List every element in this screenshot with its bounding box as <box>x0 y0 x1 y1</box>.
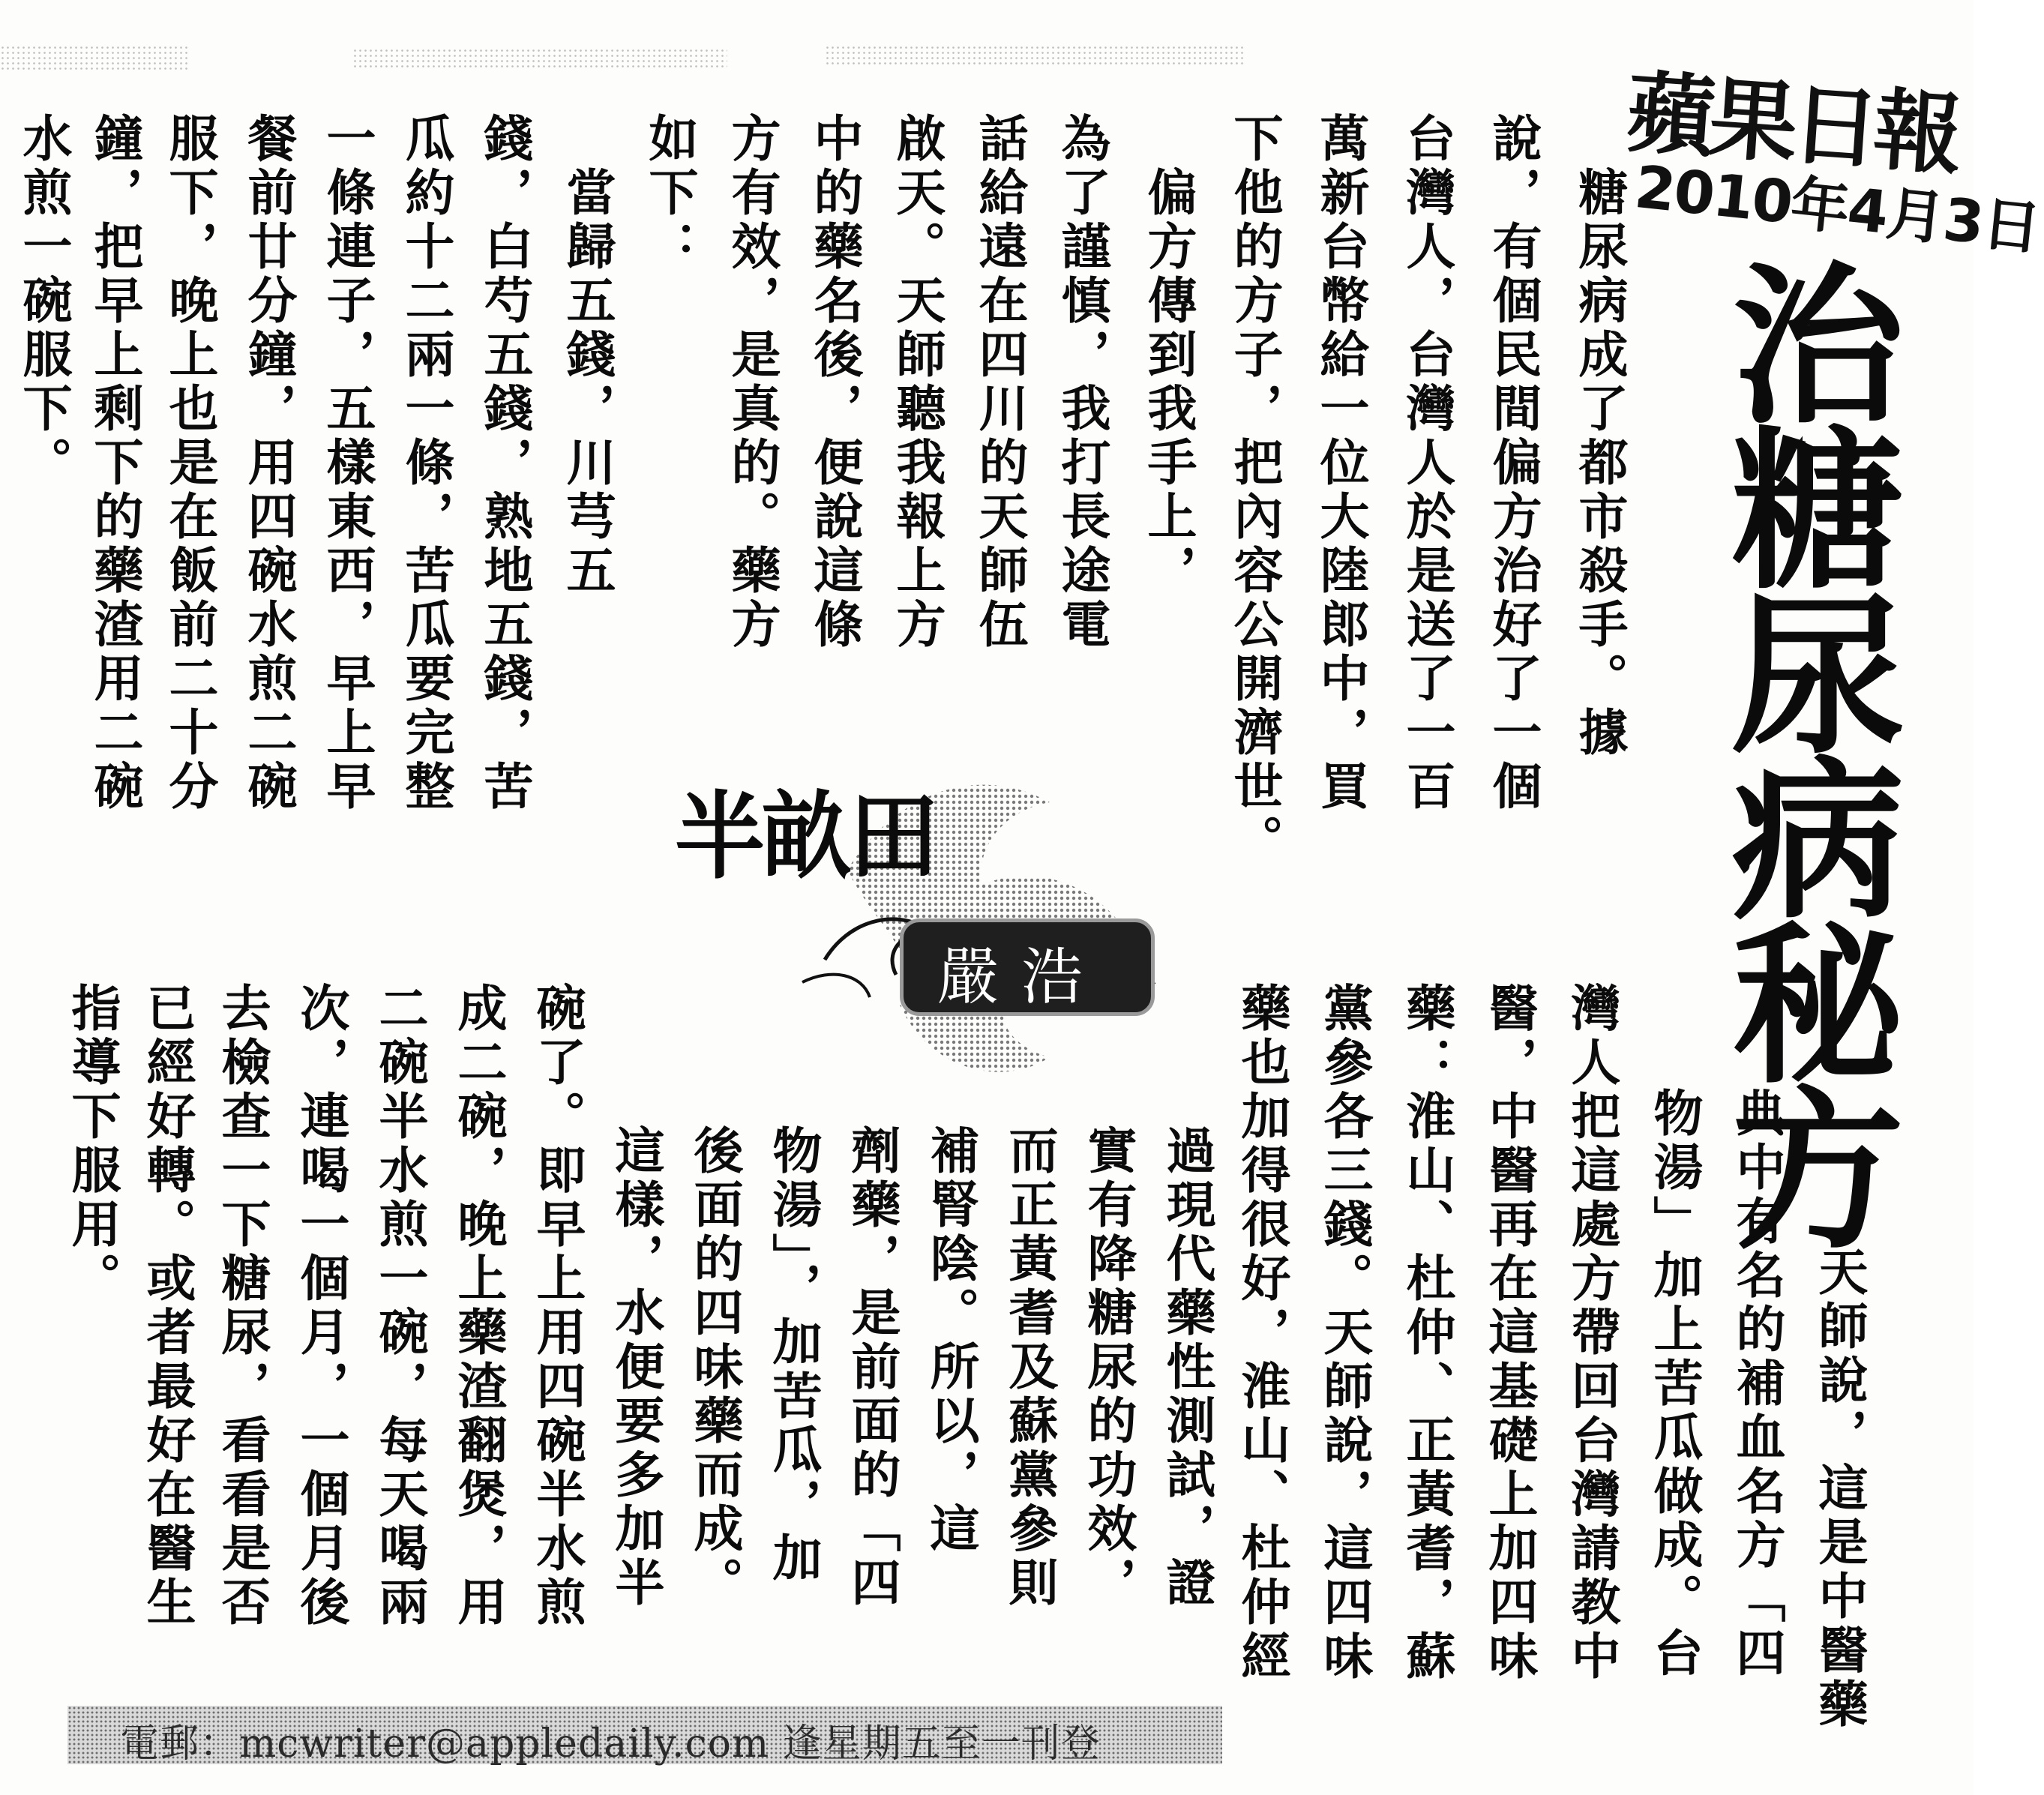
text-column: 鐘，把早上剩下的藥渣用二碗 <box>85 112 144 814</box>
text-column: 餐前廿分鐘，用四碗水煎二碗 <box>239 112 298 814</box>
footer-contact: 電郵：mcwriter@appledaily.com 逢星期五至一刊登 <box>120 1722 1101 1767</box>
text-column: 去檢查一下糖尿，看看是否 <box>213 982 271 1630</box>
text-column: 指導下服用。 <box>63 982 121 1306</box>
article-headline: 治糖尿病秘方 <box>1702 255 1905 1245</box>
text-column: 黨參各三錢。天師說，這四味 <box>1315 982 1374 1684</box>
text-column: 後面的四味藥而成。 <box>685 1125 744 1611</box>
text-column: 天師說，這是中醫藥 <box>1810 1192 1869 1732</box>
text-column: 補腎陰。所以，這 <box>922 1125 980 1557</box>
handwritten-newspaper-name: 蘋果日報 <box>1623 60 1960 187</box>
text-column: 當歸五錢，川芎五 <box>558 112 616 598</box>
text-column: 醫，中醫再在這基礎上加四味 <box>1480 982 1539 1684</box>
text-column: 已經好轉。或者最好在醫生 <box>138 982 196 1630</box>
text-column: 典中有名的補血名方「四 <box>1728 1087 1786 1681</box>
scan-noise-top-left <box>0 45 187 70</box>
text-column: 二碗半水煎一碗，每天喝兩 <box>370 982 429 1630</box>
text-column: 物湯」加上苦瓜做成。台 <box>1645 1087 1704 1681</box>
text-column: 下他的方子，把內容公開濟世。 <box>1225 112 1284 868</box>
handwritten-date: 2010年4月3日 <box>1632 153 2043 264</box>
text-column: 次，連喝一個月，一個月後 <box>292 982 350 1630</box>
scan-noise-top-middle <box>352 48 727 69</box>
text-column: 過現代藥性測試，證 <box>1158 1125 1216 1611</box>
text-column: 如下： <box>640 112 699 274</box>
scan-noise-top-right <box>825 45 1245 67</box>
text-column: 啟天。天師聽我報上方 <box>888 112 946 652</box>
text-column: 物湯」，加苦瓜，加 <box>764 1125 823 1586</box>
text-column: 而正黃耆及蘇黨參則 <box>1000 1125 1059 1611</box>
text-column: 藥也加得很好，淮山、杜仲經 <box>1233 982 1291 1684</box>
text-column: 方有效，是真的。藥方 <box>723 112 781 652</box>
text-column: 服下，晚上也是在飯前二十分 <box>160 112 219 814</box>
text-column: 偏方傳到我手上， <box>1139 112 1197 598</box>
text-column: 灣人把這處方帶回台灣請教中 <box>1563 982 1621 1684</box>
text-column: 中的藥名後，便說這條 <box>805 112 864 652</box>
author-name: 嚴浩 <box>937 942 1106 1013</box>
column-name: 半畝田 <box>675 781 936 892</box>
text-column: 糖尿病成了都市殺手。據 <box>1570 112 1629 760</box>
text-column: 一條連子，五樣東西，早上早 <box>318 112 376 814</box>
text-column: 水煎一碗服下。 <box>14 112 73 490</box>
text-column: 說，有個民間偏方治好了一個 <box>1484 112 1542 814</box>
text-column: 藥：淮山、杜仲、正黃耆，蘇 <box>1398 982 1456 1684</box>
text-column: 碗了。即早上用四碗半水煎 <box>528 982 586 1630</box>
text-column: 實有降糖尿的功效， <box>1079 1125 1137 1611</box>
text-column: 瓜約十二兩一條，苦瓜要完整 <box>397 112 455 814</box>
text-column: 成二碗，晚上藥渣翻煲，用 <box>449 982 508 1630</box>
text-column: 話給遠在四川的天師伍 <box>970 112 1029 652</box>
text-column: 劑藥，是前面的「四 <box>843 1125 901 1611</box>
text-column: 錢，白芍五錢，熟地五錢，苦 <box>475 112 534 814</box>
text-column: 為了謹慎，我打長途電 <box>1053 112 1111 652</box>
text-column: 萬新台幣給一位大陸郎中，買 <box>1311 112 1370 814</box>
text-column: 台灣人，台灣人於是送了一百 <box>1398 112 1456 814</box>
text-column: 這樣，水便要多加半 <box>607 1125 665 1611</box>
